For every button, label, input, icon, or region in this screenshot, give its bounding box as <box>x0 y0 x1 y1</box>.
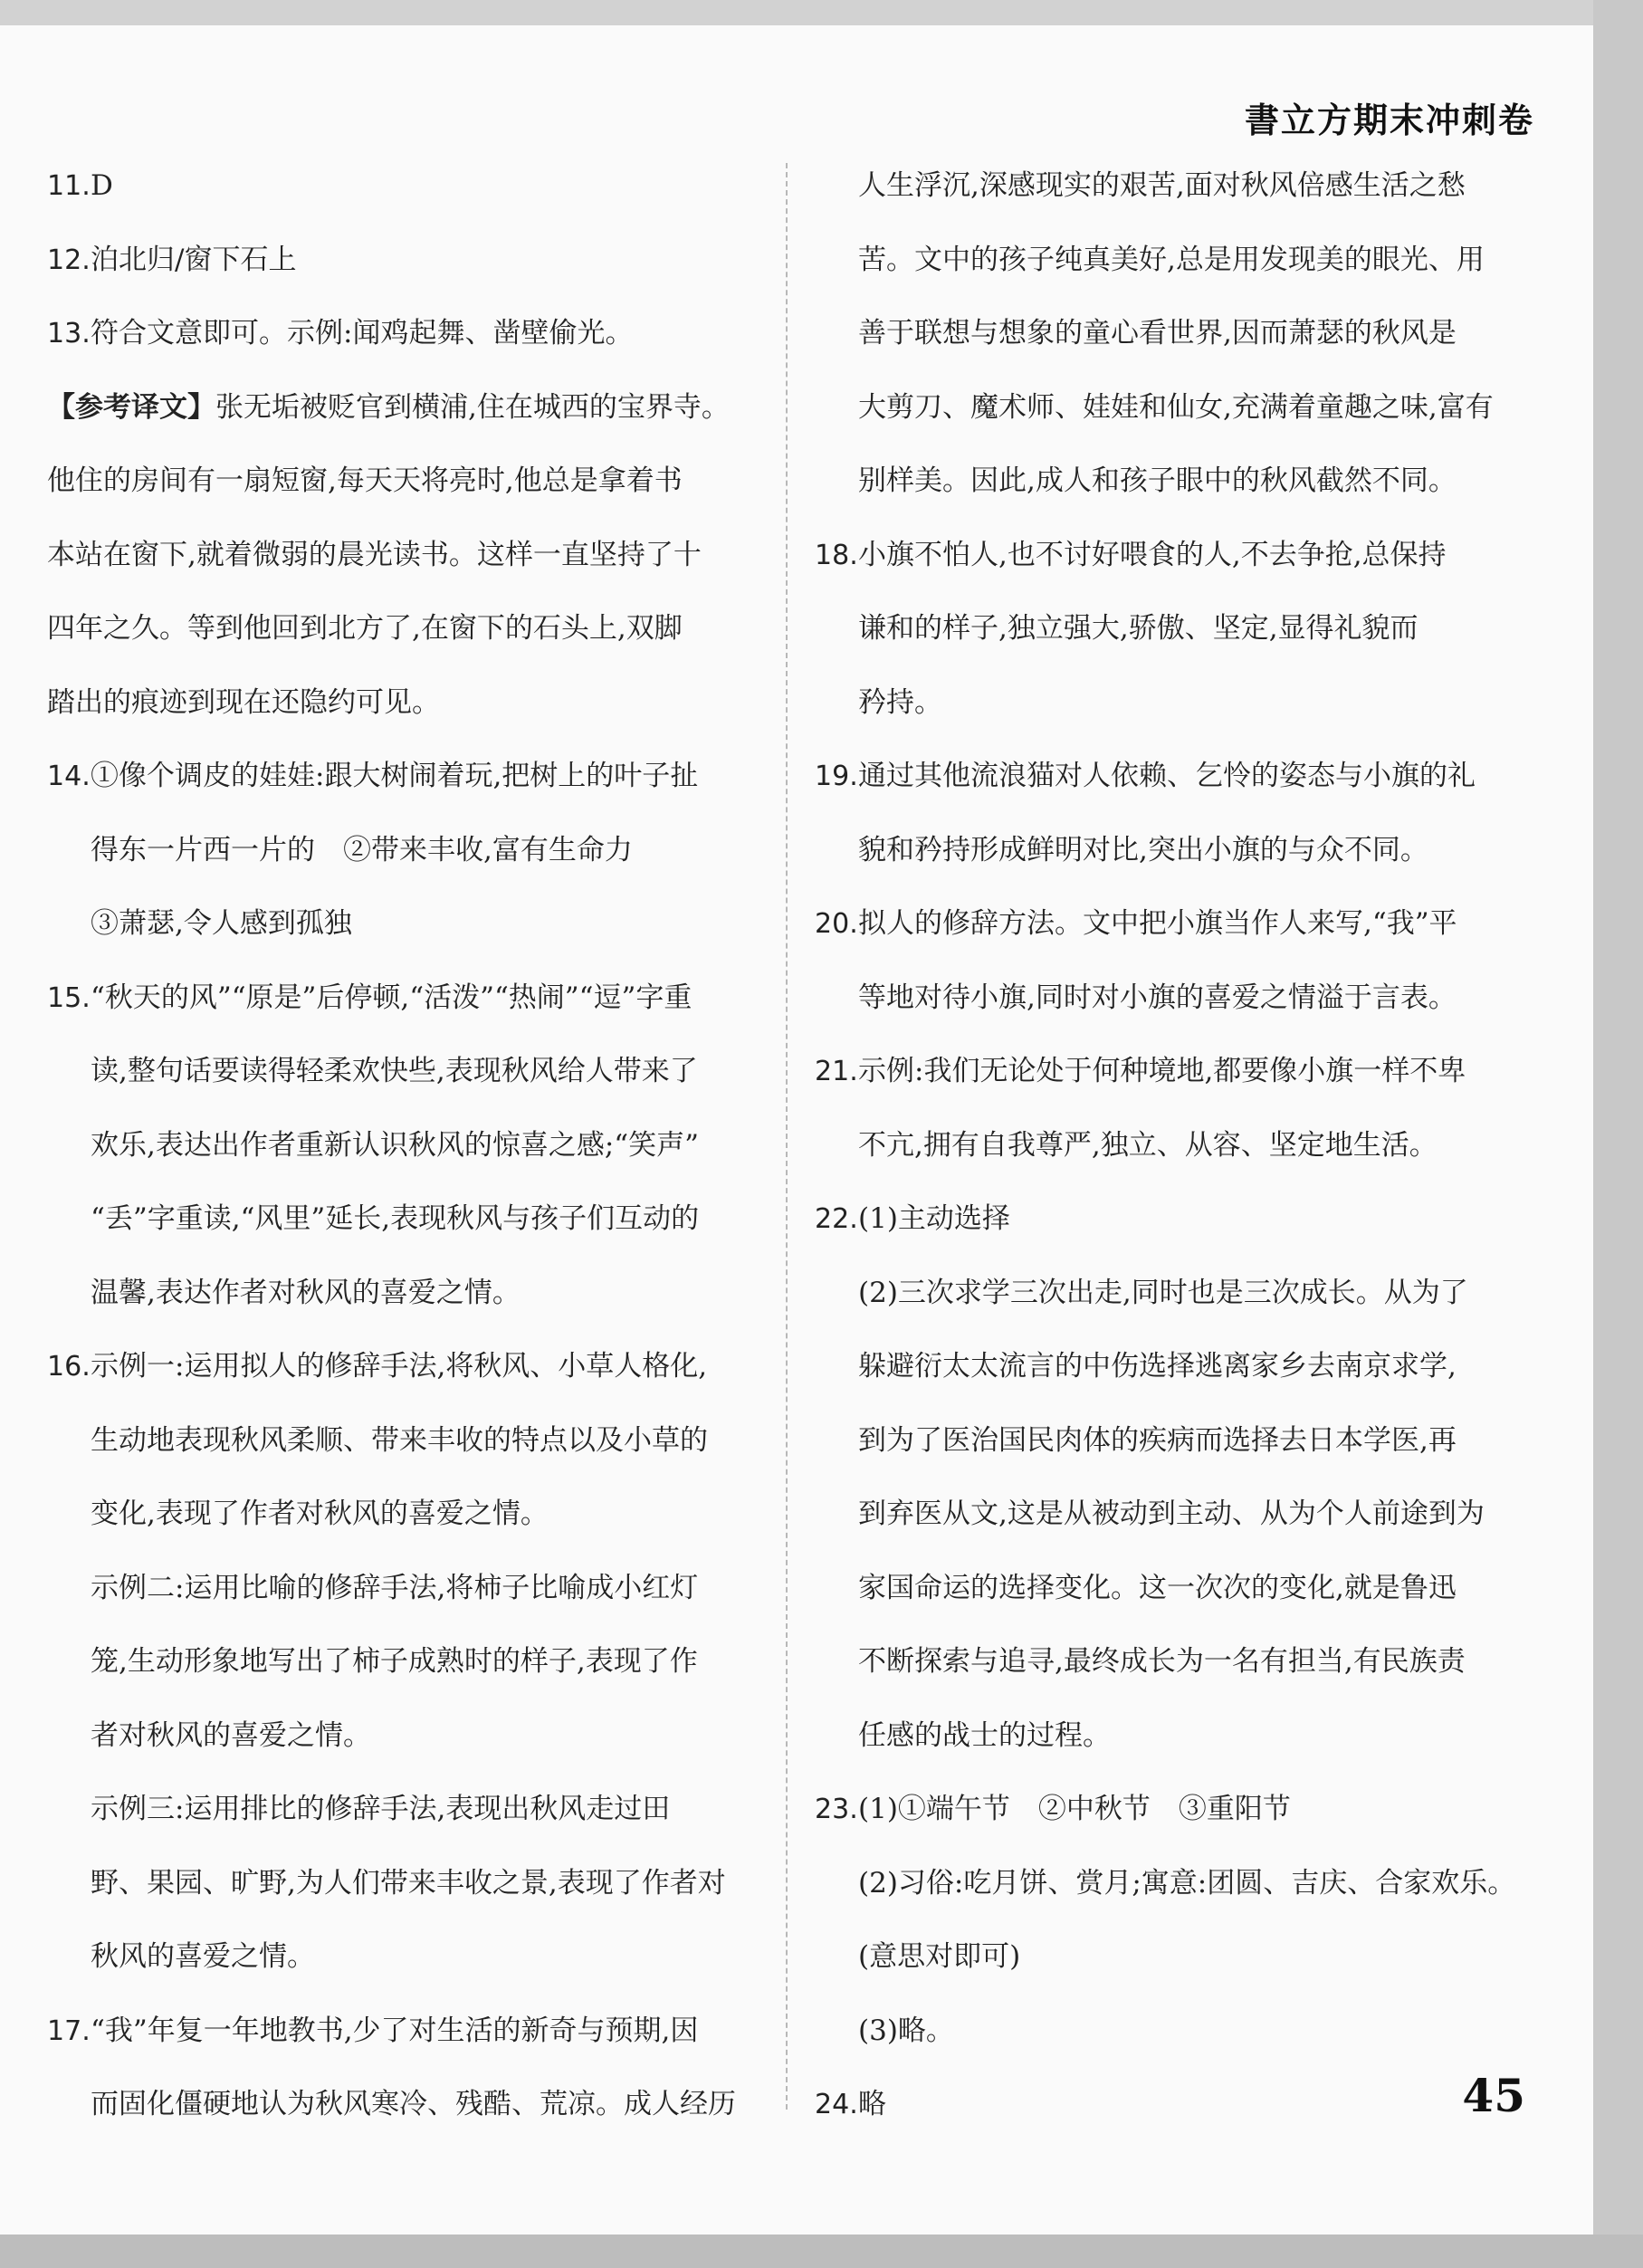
translation-line: 【参考译文】张无垢被贬官到横浦,住在城西的宝界寺。 <box>47 390 730 424</box>
answer-line: 人生浮沉,深感现实的艰苦,面对秋风倍感生活之愁 <box>858 169 1466 202</box>
question-number: 15 . <box>47 962 91 1331</box>
answer-line: 任感的战士的过程。 <box>858 1718 1111 1752</box>
answer-line: 示例一:运用拟人的修辞手法,将秋风、小草人格化, <box>91 1350 708 1383</box>
answer-line: 笼,生动形象地写出了柿子成熟时的样子,表现了作 <box>91 1645 698 1678</box>
page-number: 45 <box>1462 2069 1525 2122</box>
answer-line: 家国命运的选择变化。这一次次的变化,就是鲁迅 <box>858 1571 1457 1604</box>
answer-line: 示例二:运用比喻的修辞手法,将柿子比喻成小红灯 <box>91 1571 699 1604</box>
answer-line: 温馨,表达作者对秋风的喜爱之情。 <box>91 1276 521 1309</box>
answer-item-19 <box>815 740 1534 887</box>
scan-edge-bottom <box>0 2235 1643 2268</box>
answer-line: 苦。文中的孩子纯真美好,总是用发现美的眼光、用 <box>858 243 1485 276</box>
answer-line: ①像个调皮的娃娃:跟大树闹着玩,把树上的叶子扯 <box>91 760 699 792</box>
question-number: 20 . <box>815 887 858 1035</box>
answer-item-21 <box>815 1035 1534 1182</box>
reference-translation <box>47 371 762 741</box>
answer-line: 等地对待小旗,同时对小旗的喜爱之情溢于言表。 <box>858 981 1457 1014</box>
answer-list-3 <box>815 519 1534 2142</box>
translation-line: 他住的房间有一扇短窗,每天天将亮时,他总是拿着书 <box>47 464 683 497</box>
answer-line: “我”年复一年地教书,少了对生活的新奇与预期,因 <box>91 2014 699 2047</box>
answer-line: 躲避衍太太流言的中伤选择逃离家乡去南京求学, <box>858 1350 1457 1383</box>
column-divider <box>786 163 788 2110</box>
answer-line: 到为了医治国民肉体的疾病而选择去日本学医,再 <box>858 1423 1457 1457</box>
answer-line: 矜持。 <box>858 685 942 719</box>
answer-item-17 <box>47 1995 762 2142</box>
answer-line: 者对秋风的喜爱之情。 <box>91 1718 371 1752</box>
answer-17-continuation <box>815 149 1534 519</box>
right-column <box>815 149 1534 2142</box>
answer-line: 貌和矜持形成鲜明对比,突出小旗的与众不同。 <box>858 833 1428 866</box>
answer-line: 通过其他流浪猫对人依赖、乞怜的姿态与小旗的礼 <box>858 760 1476 792</box>
answer-item-14 <box>47 740 762 962</box>
translation-line: 四年之久。等到他回到北方了,在窗下的石头上,双脚 <box>47 612 683 645</box>
answer-line: (意思对即可) <box>858 1940 1021 1973</box>
answer-line: 谦和的样子,独立强大,骄傲、坚定,显得礼貌而 <box>858 612 1419 645</box>
translation-line: 踏出的痕迹到现在还隐约可见。 <box>47 685 440 719</box>
answer-line: 秋风的喜爱之情。 <box>91 1940 315 1973</box>
answer-line: 示例三:运用排比的修辞手法,表现出秋风走过田 <box>91 1793 671 1825</box>
question-number: 23 . <box>815 1773 858 2068</box>
answer-item-18 <box>815 519 1534 741</box>
answer-line: 野、果园、旷野,为人们带来丰收之景,表现了作者对 <box>91 1866 726 1900</box>
answer-item-16 <box>47 1330 762 1995</box>
answer-line: 到弃医从文,这是从被动到主动、从为个人前途到为 <box>858 1498 1485 1530</box>
answer-line: 生动地表现秋风柔顺、带来丰收的特点以及小草的 <box>91 1423 708 1457</box>
question-number: 14 . <box>47 740 91 962</box>
answer-item-23 <box>815 1773 1534 2068</box>
answer-list-2 <box>47 740 762 2142</box>
answer-line: (2)习俗:吃月饼、赏月;寓意:团圆、吉庆、合家欢乐。 <box>858 1866 1516 1900</box>
answer-line: (3)略。 <box>858 2014 954 2047</box>
answer-line: 拟人的修辞方法。文中把小旗当作人来写,“我”平 <box>858 907 1457 940</box>
answer-item-11 <box>47 149 762 224</box>
question-number: 13 . <box>47 297 91 371</box>
answer-item-12 <box>47 224 762 298</box>
answer-line: 大剪刀、魔术师、娃娃和仙女,充满着童趣之味,富有 <box>858 390 1494 424</box>
answer-line: 善于联想与想象的童心看世界,因而萧瑟的秋风是 <box>858 317 1457 349</box>
answer-line: 小旗不怕人,也不讨好喂食的人,不去争抢,总保持 <box>858 538 1447 571</box>
answer-item-20 <box>815 887 1534 1035</box>
answer-item-15 <box>47 962 762 1331</box>
answer-line: (2)三次求学三次出走,同时也是三次成长。从为了 <box>858 1276 1468 1309</box>
book-title-header: 書立方期末冲刺卷 <box>1244 100 1534 140</box>
answer-list-1 <box>47 149 762 371</box>
answer-line: 别样美。因此,成人和孩子眼中的秋风截然不同。 <box>858 464 1457 497</box>
question-number: 12 . <box>47 224 91 298</box>
question-number: 18 . <box>815 519 858 741</box>
question-number: 19 . <box>815 740 858 887</box>
scan-edge-right <box>1593 0 1643 2268</box>
answer-item-24 <box>815 2068 1534 2142</box>
question-number: 16 . <box>47 1330 91 1995</box>
question-number: 24 . <box>815 2068 858 2142</box>
answer-line: 泊北归/窗下石上 <box>91 243 297 276</box>
answer-line: 欢乐,表达出作者重新认识秋风的惊喜之感;“笑声” <box>91 1128 699 1162</box>
left-column <box>47 149 762 2142</box>
answer-line: 示例:我们无论处于何种境地,都要像小旗一样不卑 <box>858 1055 1466 1087</box>
question-number: 21 . <box>815 1035 858 1182</box>
answer-line: 而固化僵硬地认为秋风寒冷、残酷、荒凉。成人经历 <box>91 2088 736 2120</box>
answer-line: 读,整句话要读得轻柔欢快些,表现秋风给人带来了 <box>91 1055 698 1087</box>
answer-line: 得东一片西一片的 ②带来丰收,富有生命力 <box>91 833 633 866</box>
answer-line: 不断探索与追寻,最终成长为一名有担当,有民族责 <box>858 1645 1466 1678</box>
answer-item-13 <box>47 297 762 371</box>
answer-line: 符合文意即可。示例:闻鸡起舞、凿壁偷光。 <box>91 317 634 349</box>
answer-line: (1)主动选择 <box>858 1202 1010 1235</box>
answer-line: D <box>91 169 113 202</box>
answer-line: (1)①端午节 ②中秋节 ③重阳节 <box>858 1793 1291 1825</box>
translation-tag: 【参考译文】 <box>47 390 215 424</box>
question-number: 11 . <box>47 149 91 224</box>
answer-item-22 <box>815 1182 1534 1773</box>
answer-line: 不亢,拥有自我尊严,独立、从容、坚定地生活。 <box>858 1128 1438 1162</box>
question-number: 22 . <box>815 1182 858 1773</box>
answer-line: 变化,表现了作者对秋风的喜爱之情。 <box>91 1498 549 1530</box>
answer-line: ③萧瑟,令人感到孤独 <box>91 907 352 940</box>
answer-line: “秋天的风”“原是”后停顿,“活泼”“热闹”“逗”字重 <box>91 981 693 1014</box>
translation-line: 本站在窗下,就着微弱的晨光读书。这样一直坚持了十 <box>47 538 702 571</box>
question-number: 17 . <box>47 1995 91 2142</box>
answer-line: 略 <box>858 2088 886 2120</box>
answer-line: “丢”字重读,“风里”延长,表现秋风与孩子们互动的 <box>91 1202 700 1235</box>
